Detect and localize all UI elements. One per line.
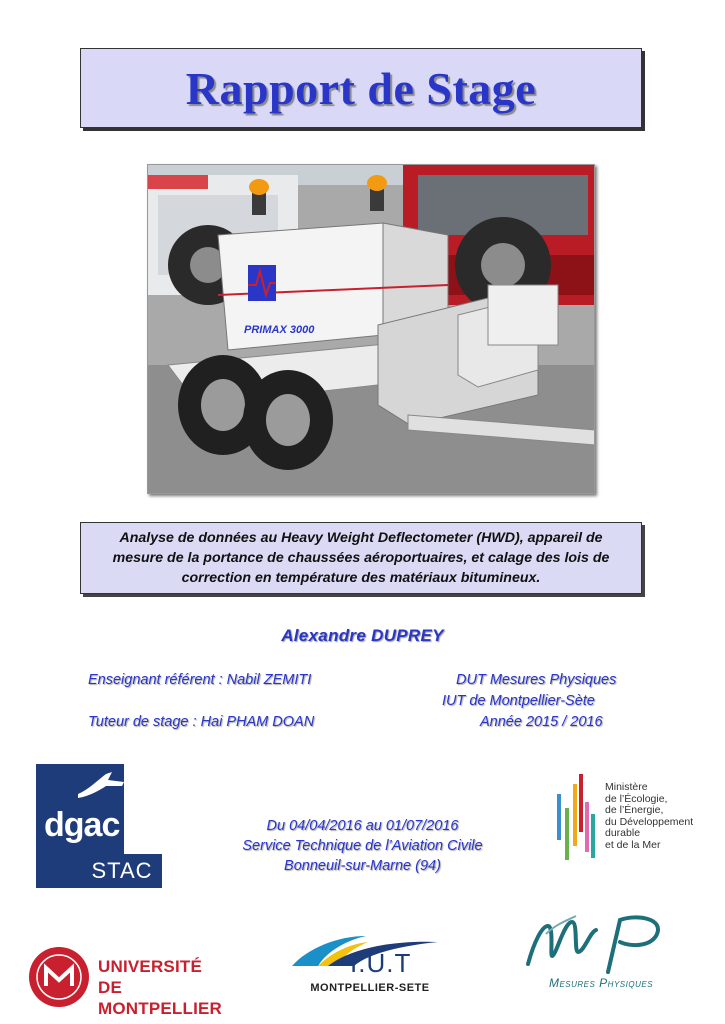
- dgac-stac-logo: [36, 764, 162, 888]
- subject-line: Analyse de données au Heavy Weight Deflectometer (HWD), appareil de: [119, 530, 603, 546]
- subject-line: mesure de la portance de chaussées aéroportuaires, et calage des lois de: [112, 550, 610, 566]
- ministere-bars-icon: [555, 774, 601, 864]
- mp-script-icon: [516, 912, 686, 976]
- ministere-line: et de la Mer: [605, 838, 661, 851]
- tutor-line: Tuteur de stage : Hai PHAM DOAN: [88, 714, 315, 730]
- degree-line: DUT Mesures Physiques: [456, 672, 617, 688]
- ministere-line: Ministère: [605, 781, 648, 793]
- ministere-line: du Développement: [605, 815, 694, 828]
- iut-logo: [288, 922, 448, 1002]
- subject-text: [113, 528, 610, 588]
- um-wordmark: [98, 956, 243, 1019]
- ministere-line: durable: [605, 827, 641, 839]
- stac-wordmark: STAC: [82, 854, 162, 888]
- universite-montpellier-logo: [28, 944, 243, 1018]
- subject-box: [80, 522, 642, 594]
- school-line: IUT de Montpellier-Sète: [442, 693, 595, 709]
- iut-city: MONTPELLIER-SETE: [310, 982, 430, 994]
- subject-line: correction en température des matériaux bitumineux.: [181, 570, 541, 586]
- dgac-wordmark: dgac: [44, 806, 120, 844]
- teacher-line: Enseignant référent : Nabil ZEMITI: [88, 672, 312, 688]
- iut-wordmark: I.U.T: [350, 948, 412, 978]
- internship-location: Bonneuil-sur-Marne (94): [284, 858, 441, 874]
- ministere-line: de l’Énergie,: [605, 804, 664, 816]
- um-line: DE MONTPELLIER: [98, 978, 223, 1018]
- ministere-line: de l’Écologie,: [605, 792, 668, 805]
- mp-caption: Mesures Physiques: [548, 976, 654, 990]
- plane-icon: [76, 770, 128, 800]
- primax-label: PRIMAX 3000: [244, 324, 315, 336]
- year-line: Année 2015 / 2016: [480, 714, 603, 730]
- um-line: UNIVERSITÉ: [98, 957, 203, 976]
- mesures-physiques-logo: [516, 912, 686, 996]
- title-box: [80, 48, 642, 128]
- ministere-text: [605, 782, 693, 851]
- hwd-trailer-illustration: [148, 165, 595, 494]
- um-seal-icon: [28, 946, 90, 1008]
- author-name: Alexandre DUPREY: [281, 626, 444, 645]
- ministere-logo: [555, 770, 705, 880]
- cover-photo: [147, 164, 595, 494]
- internship-dates: Du 04/04/2016 au 01/07/2016: [266, 818, 459, 834]
- page-title: Rapport de Stage: [185, 62, 537, 114]
- internship-service: Service Technique de l’Aviation Civile: [242, 838, 483, 854]
